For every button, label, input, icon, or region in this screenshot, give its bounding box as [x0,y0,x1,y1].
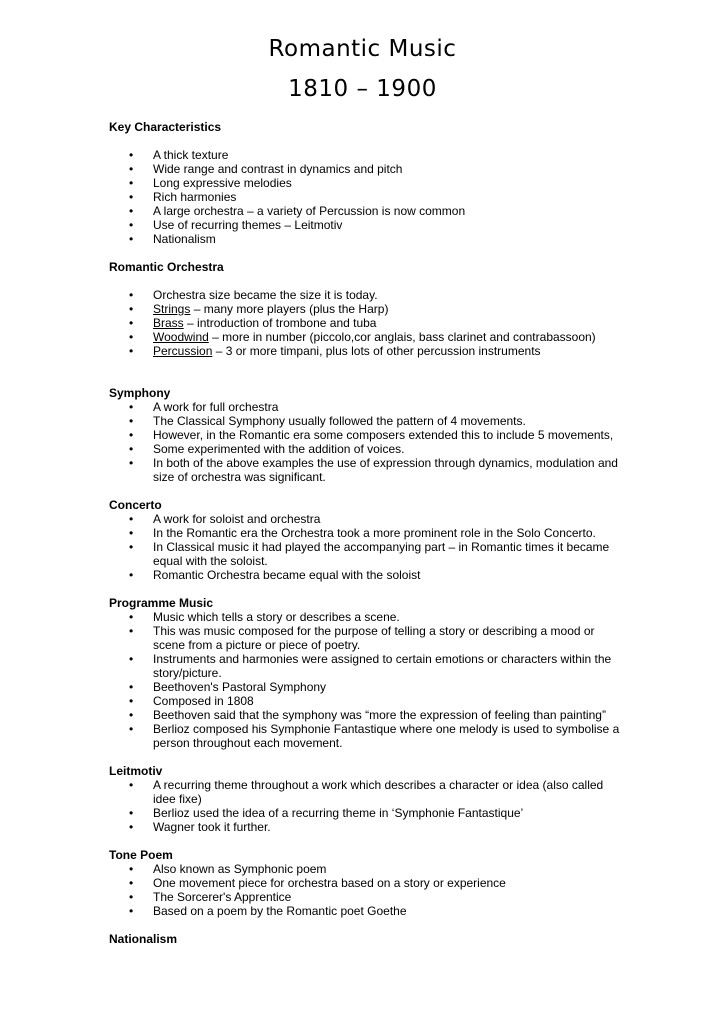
list-item: • A work for full orchestra [109,400,629,414]
percussion-label: Percussion [153,344,213,358]
list-item: • Berlioz composed his Symphonie Fantastique where one melody is used to symbolise a person throughout each movement. [109,722,629,750]
percussion-text: – 3 or more timpani, plus lots of other percussion instruments [212,344,541,358]
list-item: • A thick texture [109,148,629,162]
strings-text: – many more players (plus the Harp) [190,302,389,316]
page-subtitle: 1810 – 1900 [288,76,437,102]
list-item: • Beethoven's Pastoral Symphony [109,680,629,694]
list-item: • Wagner took it further. [109,820,629,834]
list-item: • A work for soloist and orchestra [109,512,629,526]
heading-key-characteristics: Key Characteristics [109,120,222,134]
list-item: • Nationalism [109,232,629,246]
list-item: • In the Romantic era the Orchestra took a more prominent role in the Solo Concerto. [109,526,629,540]
list-item: • One movement piece for orchestra based on a story or experience [109,876,629,890]
heading-nationalism: Nationalism [109,932,178,946]
heading-concerto: Concerto [109,498,162,512]
list-item: • In Classical music it had played the accompanying part – in Romantic times it became equal with the soloist. [109,540,629,568]
list-item: • Based on a poem by the Romantic poet Goethe [109,904,629,918]
list-item: • The Sorcerer's Apprentice [109,890,629,904]
list-item: • The Classical Symphony usually followed the pattern of 4 movements. [109,414,629,428]
document-body [109,120,629,946]
symphony-list [109,400,629,484]
woodwind-text: – more in number (piccolo,cor anglais, bass clarinet and contrabassoon) [208,330,596,344]
list-item: • A large orchestra – a variety of Percussion is now common [109,204,629,218]
heading-leitmotiv: Leitmotiv [109,764,163,778]
list-item: • Orchestra size became the size it is today. [109,288,629,302]
list-item: • Use of recurring themes – Leitmotiv [109,218,629,232]
heading-romantic-orchestra: Romantic Orchestra [109,260,224,274]
list-item: • Some experimented with the addition of voices. [109,442,629,456]
heading-symphony: Symphony [109,386,171,400]
list-item [109,330,629,344]
tone-poem-list [109,862,629,918]
list-item: • Long expressive melodies [109,176,629,190]
list-item: • Also known as Symphonic poem [109,862,629,876]
brass-text: – introduction of trombone and tuba [183,316,377,330]
brass-label: Brass [153,316,184,330]
list-item: • Composed in 1808 [109,694,629,708]
page-title: Romantic Music [268,36,457,62]
heading-tone-poem: Tone Poem [109,848,173,862]
leitmotiv-list [109,778,629,834]
list-item: • Wide range and contrast in dynamics and pitch [109,162,629,176]
list-item: • Berlioz used the idea of a recurring theme in ‘Symphonie Fantastique’ [109,806,629,820]
list-item: • In both of the above examples the use of expression through dynamics, modulation and size of orchestra was significant. [109,456,629,484]
orchestra-list [109,288,629,358]
list-item: • A recurring theme throughout a work which describes a character or idea (also called idee fixe) [109,778,629,806]
heading-programme-music: Programme Music [109,596,214,610]
list-item: • Rich harmonies [109,190,629,204]
list-item [109,344,629,358]
list-item: • This was music composed for the purpose of telling a story or describing a mood or scene from a picture or piece of poetry. [109,624,629,652]
list-item [109,302,629,316]
programme-list [109,610,629,750]
list-item: • Beethoven said that the symphony was “more the expression of feeling than painting” [109,708,629,722]
strings-label: Strings [153,302,191,316]
concerto-list [109,512,629,582]
list-item: • Instruments and harmonies were assigned to certain emotions or characters within the story/picture. [109,652,629,680]
key-characteristics-list [109,148,629,246]
list-item: • Romantic Orchestra became equal with the soloist [109,568,629,582]
list-item: • Music which tells a story or describes a scene. [109,610,629,624]
list-item [109,316,629,330]
woodwind-label: Woodwind [153,330,209,344]
list-item: • However, in the Romantic era some composers extended this to include 5 movements, [109,428,629,442]
